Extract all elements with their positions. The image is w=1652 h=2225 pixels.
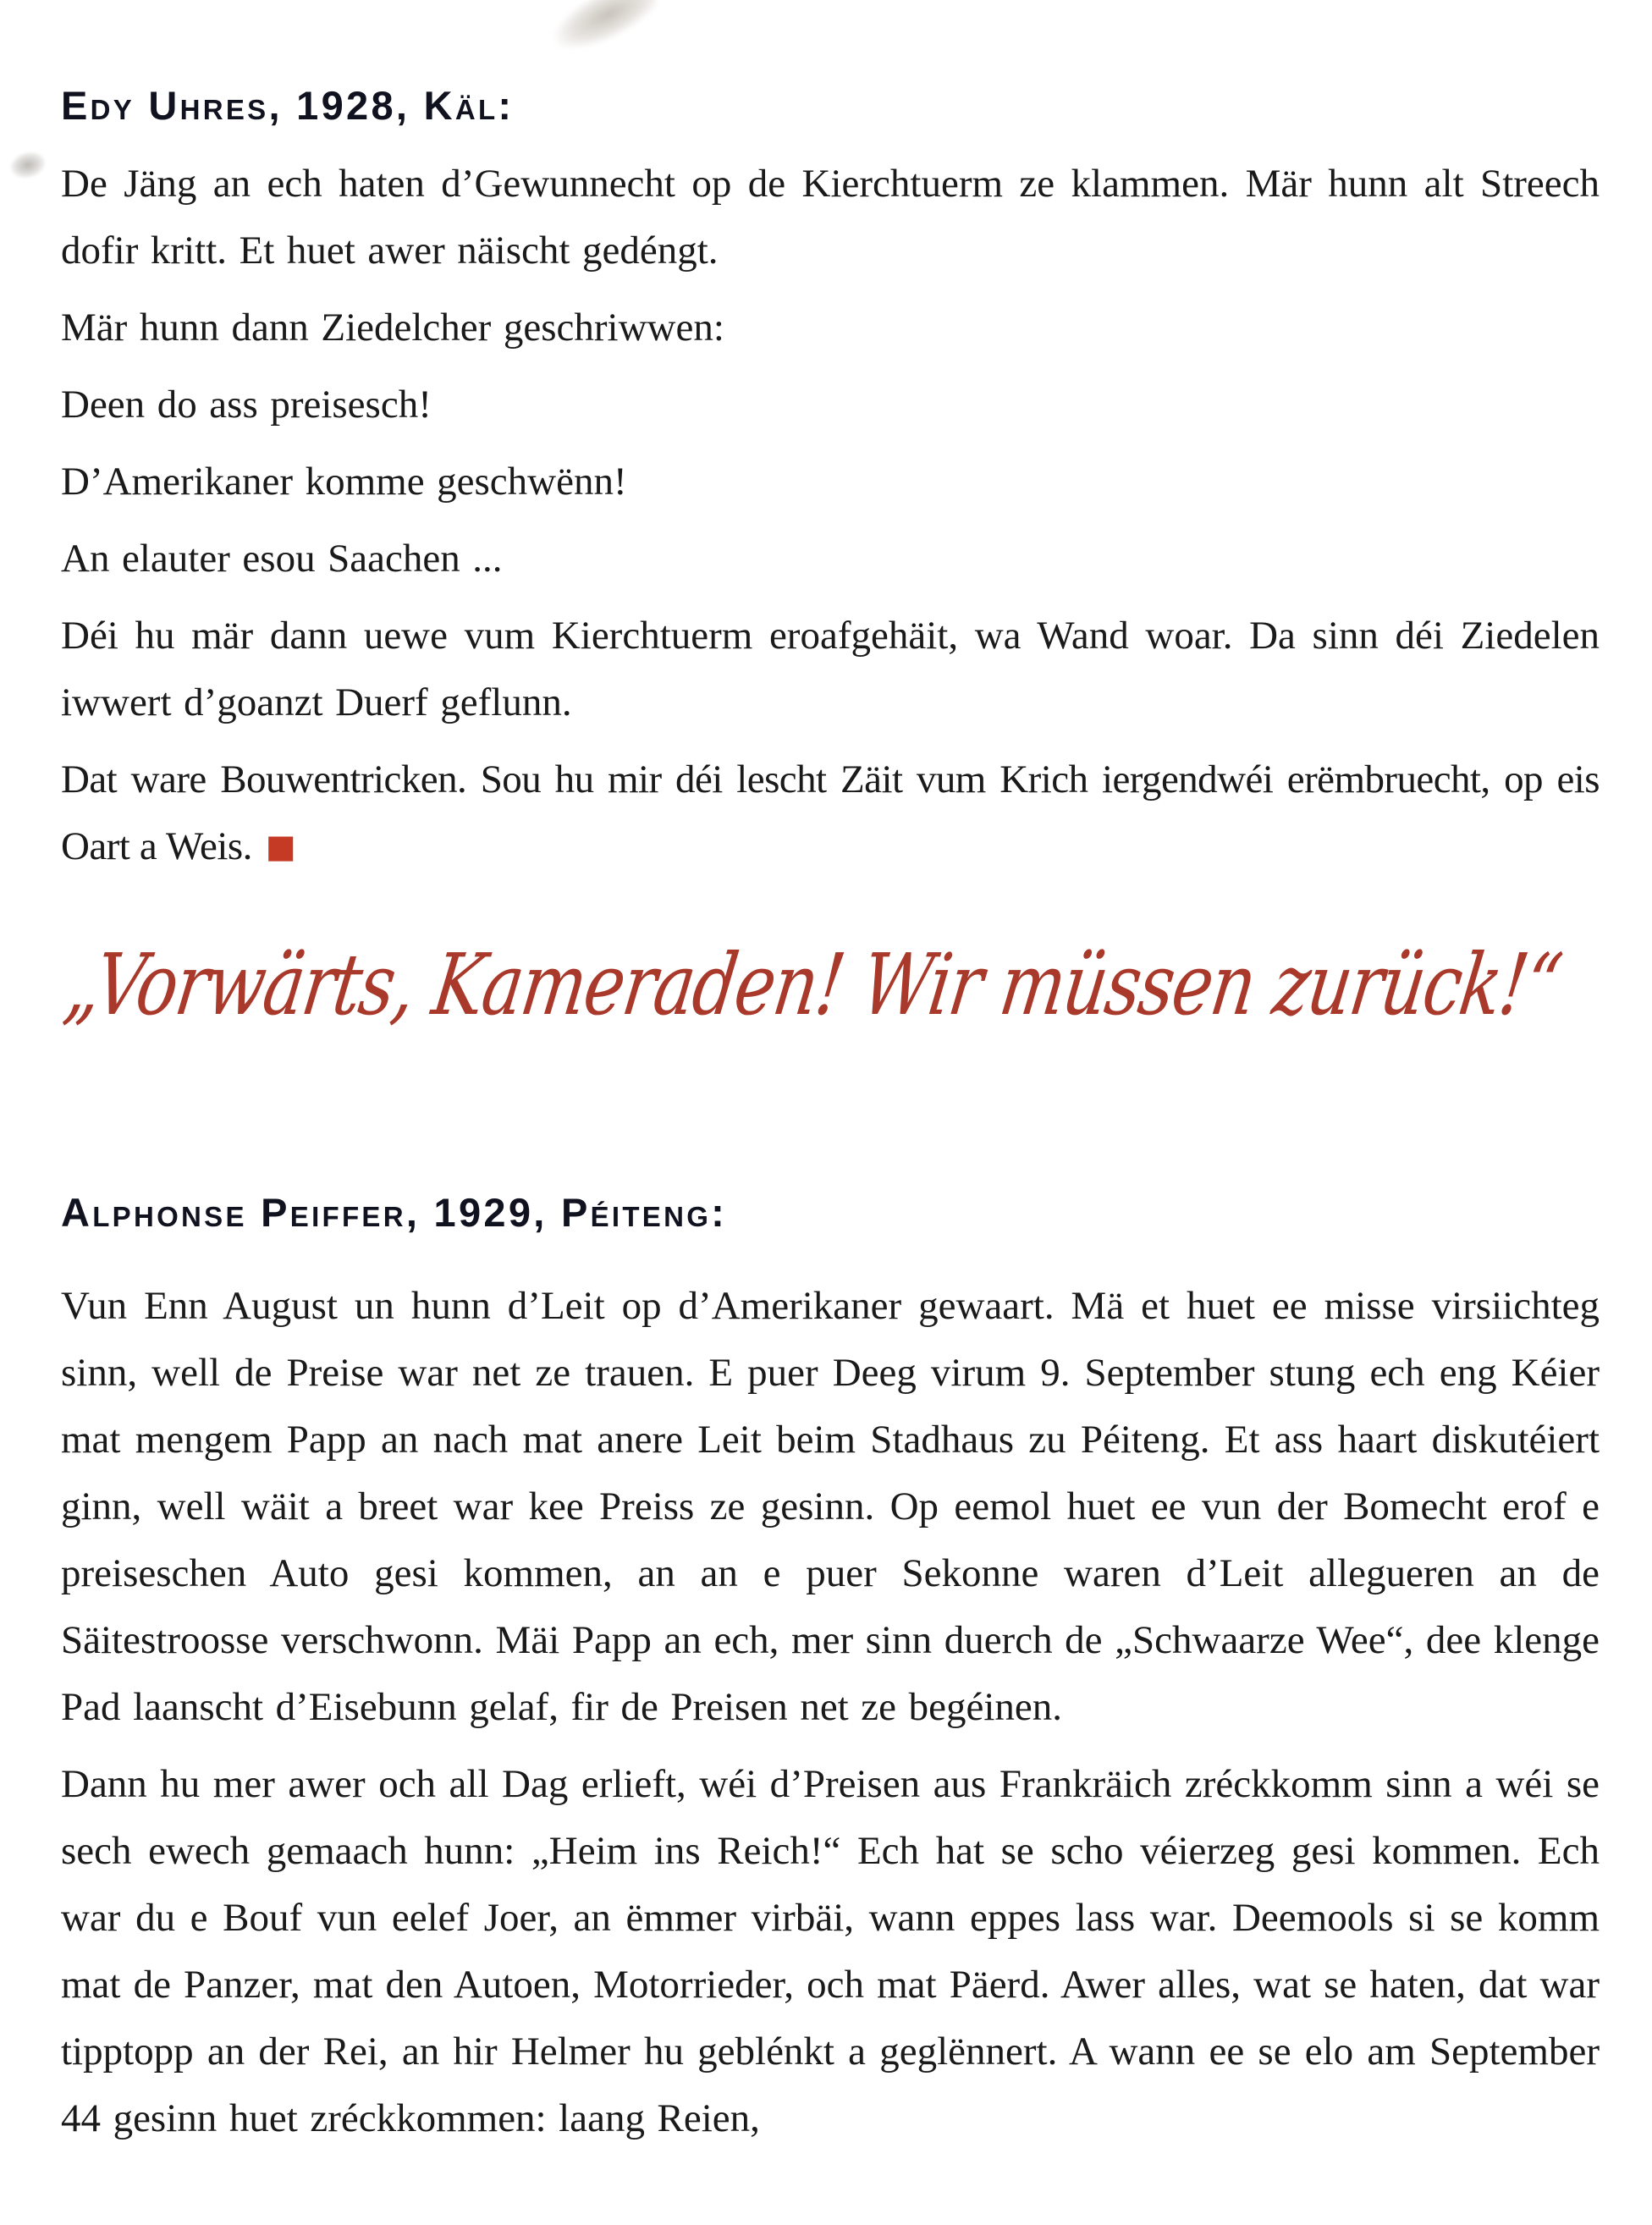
paragraph: Mär hunn dann Ziedelcher geschriwwen: bbox=[61, 306, 724, 350]
pull-quote: „Vorwärts, Kameraden! Wir müssen zurück!“ bbox=[58, 935, 1567, 1035]
paragraph: De Jäng an ech haten d’Gewunnecht op de Kierchtuerm ze klammen. Mär hunn alt Streech dofir kritt. Et huet awer näischt gedéngt. bbox=[61, 162, 1600, 273]
paragraph: D’Amerikaner komme geschwënn! bbox=[61, 460, 627, 504]
paragraph: Déi hu mär dann uewe vum Kierchtuerm eroafgehäit, wa Wand woar. Da sinn déi Ziedelen iwwert d’goanzt Duerf geflunn. bbox=[61, 614, 1600, 725]
scan-smudge bbox=[543, 0, 663, 63]
paragraph: Vun Enn August un hunn d’Leit op d’Amerikaner gewaart. Mä et huet ee misse virsiichteg sinn, well de Preise war net ze trauen. E puer Deeg virum 9. September stung ech eng Kéier mat mengem Papp an nach mat anere Leit beim Stadhaus zu Péiteng. Et ass haart diskutéiert ginn, well wäit a breet war kee Preiss ze gesinn. Op eemol huet ee vun der Bomecht erof e preiseschen Auto gesi kommen, an an e puer Sekonne waren d’Leit allegueren an de Säitestroosse verschwonn. Mäi Papp an ech, mer sinn duerch de „Schwaarze Wee“, dee klenge Pad laanscht d’Eisebunn gelaf, fir de Preisen net ze begéinen. bbox=[61, 1284, 1600, 1730]
testimony-section-uhres bbox=[61, 83, 1600, 880]
paragraph: Dann hu mer awer och all Dag erlieft, wéi d’Preisen aus Frankräich zréckkomm sinn a wéi se sech ewech gemaach hunn: „Heim ins Reich!“ Ech hat se scho véierzeg gesi kommen. Ech war du e Bouf vun eelef Joer, an ëmmer virbäi, wann eppes lass war. Deemools si se komm mat de Panzer, mat den Autoen, Motorrieder, och mat Päerd. Awer alles, wat se haten, dat war tipptopp an der Rei, an hir Helmer hu geblénkt a geglënnert. A wann ee se elo am September 44 gesinn huet zréckkommen: laang Reien, bbox=[61, 1762, 1600, 2141]
testimony-section-peiffer bbox=[61, 1190, 1600, 2152]
paragraph-text: Dat ware Bouwentricken. Sou hu mir déi lescht Zäit vum Krich iergendwéi erëmbruecht, op eis Oart a Weis. bbox=[61, 757, 1600, 869]
section-heading-peiffer: Alphonse Peiffer, 1929, Péiteng: bbox=[61, 1190, 728, 1236]
section-heading-uhres: Edy Uhres, 1928, Käl: bbox=[61, 83, 515, 128]
section-end-marker-icon: ■ bbox=[265, 828, 296, 866]
paragraph: Deen do ass preisesch! bbox=[61, 383, 432, 427]
paragraph: An elauter esou Saachen ... bbox=[61, 537, 503, 581]
paragraph bbox=[61, 746, 1600, 880]
scan-smudge bbox=[8, 148, 48, 182]
